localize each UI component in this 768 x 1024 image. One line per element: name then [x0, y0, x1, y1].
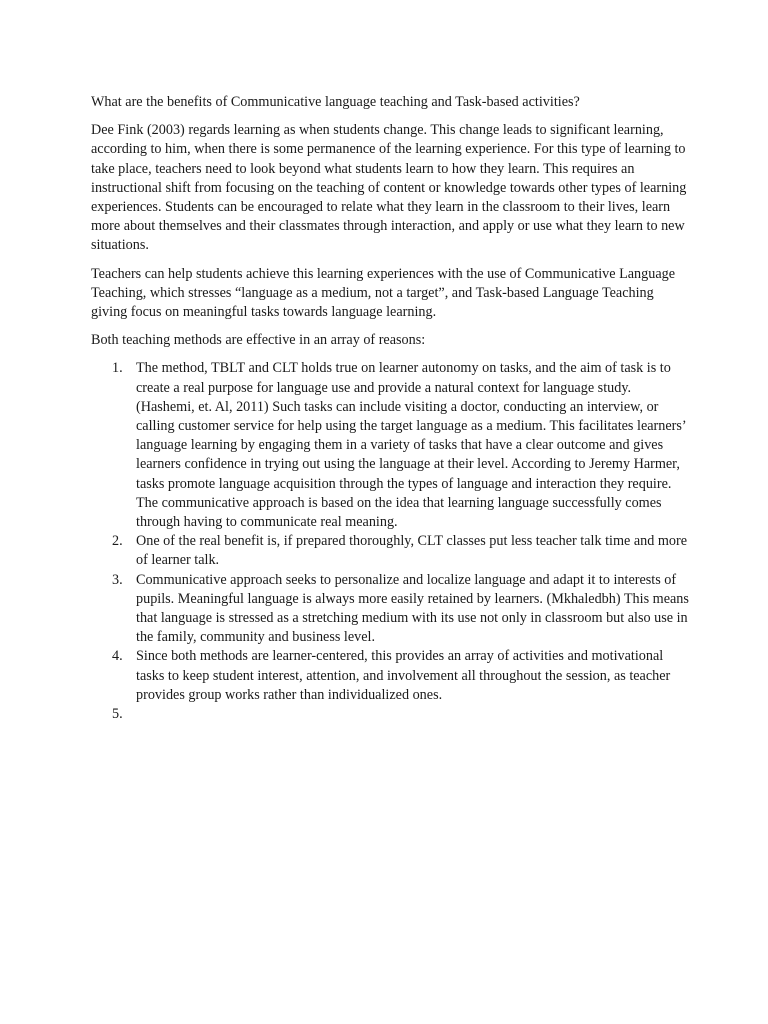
list-item	[91, 571, 691, 648]
document-page	[91, 93, 691, 730]
list-item-text: Communicative approach seeks to personalize and localize language and adapt it to interests of pupils. Meaningful language is always more easily retained by learners. (Mkhaledbh) This means that language is stressed as a stretching medium with its use not only in classroom but also use in the family, community and business level.	[136, 571, 689, 646]
list-item-text: The method, TBLT and CLT holds true on learner autonomy on tasks, and the aim of task is to create a real purpose for language use and provide a natural context for language study. (Hashemi, et. Al, 2011) Such tasks can include visiting a doctor, conducting an interview, or calling customer service for help using the target language as a medium. This facilitates learners’ language learning by engaging them in a variety of tasks that have a clear outcome and gives learners confidence in trying out using the language at their level. According to Jeremy Harmer, tasks promote language acquisition through the types of language and interaction they require. The communicative approach is based on the idea that learning language successfully comes through having to communicate real meaning.	[136, 360, 686, 531]
paragraph-dee-fink: Dee Fink (2003) regards learning as when students change. This change leads to significant learning, according to him, when there is some permanence of the learning experience. For this type of learning to take place, teachers need to look beyond what students learn to how they learn. This requires an instructional shift from focusing on the teaching of content or knowledge towards other types of learning experiences. Students can be encouraged to relate what they learn in the classroom to their lives, learn more about themselves and their classmates through interaction, and apply or use what they learn to new situations.	[91, 122, 687, 254]
list-item-number: 3.	[112, 571, 123, 588]
document-heading: What are the benefits of Communicative language teaching and Task-based activities?	[91, 94, 580, 110]
list-item-number: 2.	[112, 533, 123, 550]
list-item	[91, 647, 691, 705]
list-item	[91, 359, 691, 532]
list-item-number: 5.	[112, 706, 123, 723]
list-item	[91, 532, 691, 570]
paragraph-clt-tblt: Teachers can help students achieve this learning experiences with the use of Communicative Language Teaching, which stresses “language as a medium, not a target”, and Task-based Language Teaching giving focus on meaningful tasks towards language learning.	[91, 265, 676, 321]
list-item-number: 1.	[112, 360, 123, 377]
list-item-text: Since both methods are learner-centered, this provides an array of activities and motivational tasks to keep student interest, attention, and involvement all throughout the session, as teacher provides group works rather than individualized ones.	[136, 648, 671, 703]
paragraph-both-methods: Both teaching methods are effective in an array of reasons:	[91, 332, 426, 349]
list-item-number: 4.	[112, 648, 123, 665]
list-item	[91, 705, 691, 730]
reasons-list	[91, 359, 691, 730]
list-item-text: One of the real benefit is, if prepared thoroughly, CLT classes put less teacher talk time and more of learner talk.	[136, 533, 688, 569]
